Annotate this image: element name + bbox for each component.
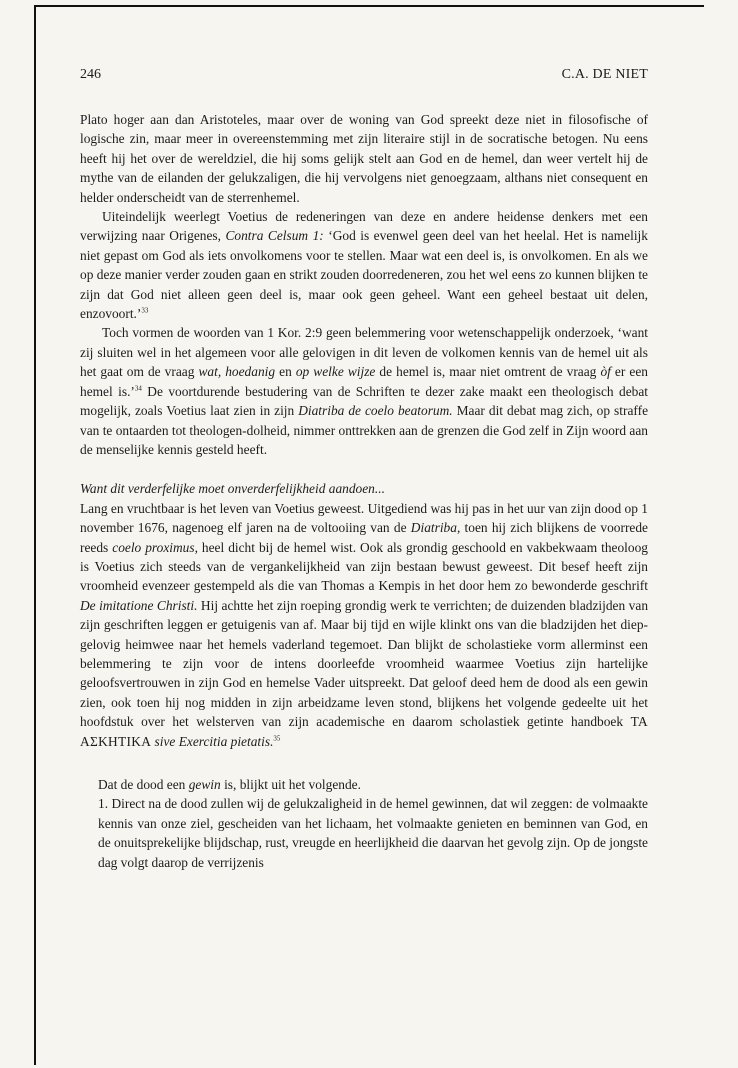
citation-diatriba: Diatriba de coelo beatorum.	[298, 403, 453, 419]
body-text	[80, 110, 648, 872]
quote-point-1: 1. Direct na de dood zullen wij de gelukzaligheid in de hemel gewinnen, dat wil zeggen: de volmaakte kennis van onze ziel, gescheiden van het lichaam, het volmaakte genieten en beminnen van God, en de onuitsprekelijke blijdschap, rust, vreugde en heerlijkheid die daarvan het gevolg zijn. Op de jongste dag volgt daarop de verrijzenis	[98, 796, 648, 870]
block-quote	[80, 775, 648, 872]
running-head: C.A. DE NIET	[561, 67, 648, 82]
greek-title: ΤΑ ΑΣΚΗΤΙΚΑ	[80, 714, 648, 749]
footnote-ref-33: 33	[141, 306, 149, 315]
paragraph-3: Toch vormen de woorden van 1 Kor. 2:9 geen belemmering voor wetenschappelijk onderzoek, ‘want zij sluiten wel in het algemeen voor alle gelovigen in dit leven de volkomen kennis van de hemel uit als het gaat om de vraag wat, hoedanig en op welke wijze de hemel is, maar niet omtrent de vraag òf er een hemel is.’$^{34}$ De voortdurende bestudering van de Schriften te dezer zake maakt een theologisch debat mogelijk, zoals Voetius laat zien in zijn Diatriba de coelo beatorum. Maar dit debat mag zich, op straffe van te ontaarden tot theologen-dolheid, nimmer onttrekken aan de grenzen die God zelf in Zijn woord aan de menselijke kennis gesteld heeft.	[80, 325, 649, 457]
paragraph-4: Lang en vruchtbaar is het leven van Voetius geweest. Uitgediend was hij pas in het uur van zijn dood op 1 november 1676, nagenoeg elf jaren na de voltooiing van de Diatriba, toen hij zich blijkens de voorrede reeds coelo proximus, heel dicht bij de hemel wist. Ook als grondig geschoold en vakbekwaam theoloog is Voetius zich steeds van de vergankelijkheid van zijn bestaan bewust geweest. Dit besef heeft zijn vroomheid evenzeer gestempeld als die van Thomas a Kempis in het door hem zo bewonderde geschrift De imitatione Christi. Hij achtte het zijn roeping grondig werk te verrichten; de duizenden bladzijden van zijn geschriften leggen er getuigenis van af. Maar bij tijd en wijle klinkt ons van die bladzijden het diep-gelovig heimwee naar het hemels vaderland tegemoet. Dan blijkt de scholastieke vorm allerminst een belemmering te zijn voor de intens doorleefde vroomheid waarmee Voetius zijn hartelijke geloofsvertrouwen in zijn God en hemelse Vader uitspreekt. Dat geloof deed hem de dood als een gewin zien, ook toen hij nog midden in zijn arbeidzame leven stond, blijkens het volgende gedeelte uit het hoofdstuk over het welsterven van zijn academische en daarom scholastiek getinte handboek ΤΑ ΑΣΚΗΤΙΚΑ sive Exercitia pietatis.$^{35}$	[80, 500, 649, 749]
page-header	[80, 67, 648, 85]
scan-border-left	[34, 5, 36, 1065]
section-heading: Want dit verderfelijke moet onverderfelijkheid aandoen...	[80, 481, 385, 497]
footnote-ref-34: 34	[134, 384, 142, 393]
footnote-ref-35: 35	[273, 734, 281, 743]
page-number: 246	[80, 67, 101, 82]
paragraph-2: Uiteindelijk weerlegt Voetius de redeneringen van deze en andere heidense denkers met een verwijzing naar Origenes, Contra Celsum 1: ‘God is evenwel geen deel van het heelal. Het is namelijk niet gepast om God als iets onvolkomens voor te stellen. Maar wat een deel is, is onvolkomen. En als we op deze manier verder zouden gaan en strikt zouden doorredeneren, zou het wel eens zo kunnen blijken te zijn dat God niet alleen geen deel is, maar ook geen geheel. Want een geheel bestaat uit delen, enzovoort.’$^{33}$	[80, 209, 648, 322]
citation-contra-celsum: Contra Celsum 1:	[225, 228, 324, 244]
paragraph-1: Plato hoger aan dan Aristoteles, maar over de woning van God spreekt deze niet in filosofische of logische zin, maar meer in overeenstemming met zijn literaire stijl in de socratische betogen. Nu eens heeft hij het over de wereldziel, die hij soms gelijk stelt aan God en de hemel, dan weer vertelt hij de mythe van de eilanden der gelukzaligen, die hij vervolgens niet genoegzaam, althans niet consequent en helder onderscheidt van de sterrenhemel.	[80, 112, 648, 205]
quote-line-1: Dat de dood een gewin is, blijkt uit het volgende.	[98, 777, 361, 792]
scan-border-top	[34, 5, 704, 7]
